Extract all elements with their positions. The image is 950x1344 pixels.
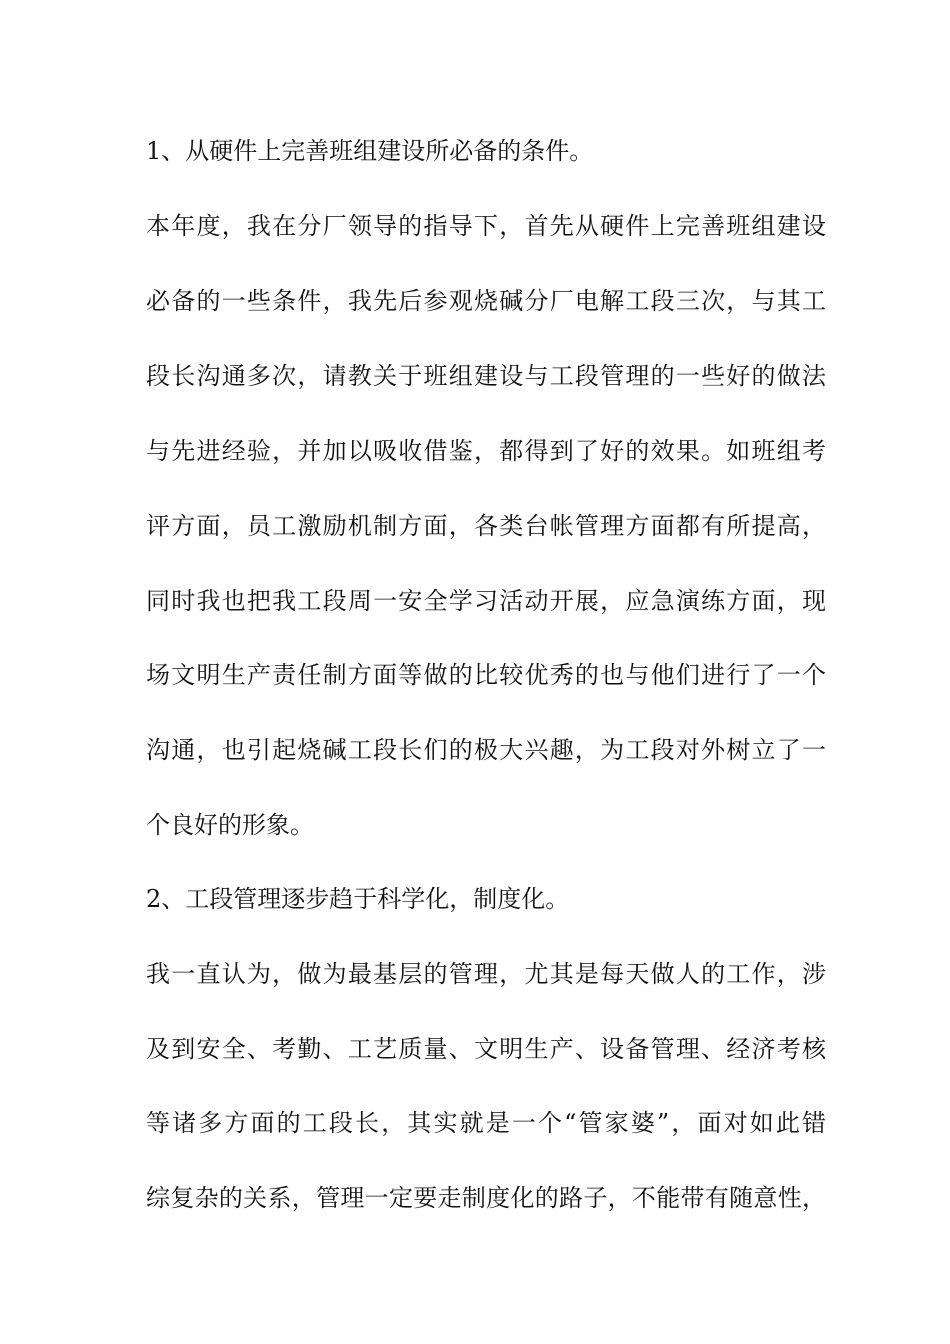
paragraph-line: 评方面，员工激励机制方面，各类台帐管理方面都有所提高， [146,512,826,540]
paragraph-line: 同时我也把我工段周一安全学习活动开展，应急演练方面，现 [146,587,826,615]
paragraph-line: 本年度，我在分厂领导的指导下，首先从硬件上完善班组建设 [146,212,826,240]
section-heading-1: 1、从硬件上完善班组建设所必备的条件。 [146,137,594,165]
paragraph-line: 沟通，也引起烧碱工段长们的极大兴趣，为工段对外树立了一 [146,736,826,764]
paragraph-line: 场文明生产责任制方面等做的比较优秀的也与他们进行了一个 [146,661,826,689]
paragraph-line: 段长沟通多次，请教关于班组建设与工段管理的一些好的做法 [146,362,826,390]
paragraph-line: 我一直认为，做为最基层的管理，尤其是每天做人的工作，涉 [146,960,826,988]
paragraph-line: 必备的一些条件，我先后参观烧碱分厂电解工段三次，与其工 [146,287,826,315]
paragraph-line: 与先进经验，并加以吸收借鉴，都得到了好的效果。如班组考 [146,437,826,465]
paragraph-line: 及到安全、考勤、工艺质量、文明生产、设备管理、经济考核 [146,1035,826,1063]
paragraph-line: 个良好的形象。 [146,811,314,839]
section-heading-2: 2、工段管理逐步趋于科学化，制度化。 [146,885,570,913]
paragraph-line: 等诸多方面的工段长，其实就是一个“管家婆”，面对如此错 [146,1109,826,1137]
paragraph-line: 综复杂的关系，管理一定要走制度化的路子，不能带有随意性， [146,1184,826,1212]
